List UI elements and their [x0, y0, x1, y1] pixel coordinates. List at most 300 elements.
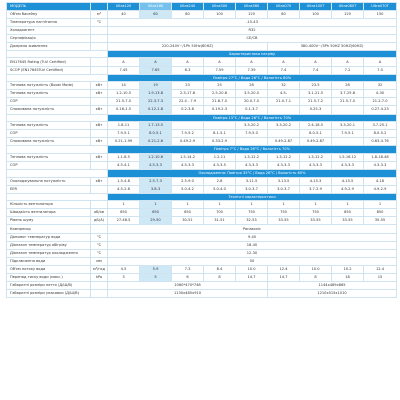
spec-unit: кВт	[91, 138, 108, 146]
spec-value: 29-50	[140, 217, 172, 225]
spec-unit	[91, 42, 108, 50]
spec-value: 4.5-2.8	[108, 185, 140, 193]
spec-value: A	[172, 58, 204, 66]
spec-value: 850	[364, 209, 397, 217]
spec-unit: °С	[91, 241, 108, 249]
spec-value: 32	[268, 82, 300, 90]
spec-row	[7, 66, 397, 74]
spec-value: 8.0-5.2	[364, 130, 397, 138]
spec-span-value: 1144x489x865	[268, 282, 397, 290]
spec-value: 35-55	[364, 217, 397, 225]
spec-value: 20.0-7.0	[236, 98, 268, 106]
spec-label: Джерело живлення	[7, 42, 91, 50]
spec-value: 3.8-3	[140, 185, 172, 193]
spec-value: 15	[364, 274, 397, 282]
spec-value: 10.0	[236, 265, 268, 273]
spec-unit: кВт	[91, 122, 108, 130]
spec-value: 4.5-3.3	[140, 161, 172, 169]
spec-value: 1.3-12.2	[236, 153, 268, 161]
spec-unit: об/хв	[91, 209, 108, 217]
spec-value: 22.3-7.3	[140, 98, 172, 106]
spec-unit	[91, 34, 108, 42]
spec-value: 7.59	[204, 66, 236, 74]
spec-unit: кВт	[91, 177, 108, 185]
spec-unit: дБ(А)	[91, 217, 108, 225]
spec-value: 31-51	[204, 217, 236, 225]
spec-row	[7, 233, 397, 241]
spec-value: 33-55	[332, 217, 364, 225]
spec-table	[6, 2, 397, 298]
spec-value: 1	[140, 201, 172, 209]
spec-value: 19	[140, 82, 172, 90]
spec-unit: кВт	[91, 82, 108, 90]
spec-value: 0.16-1.5	[108, 106, 140, 114]
spec-span-value: -15-43	[108, 18, 397, 26]
spec-span-value: 220-240V~/1Ph 50Hz(60HZ)	[108, 42, 268, 50]
spec-label: Температура нагнітання	[7, 18, 91, 26]
spec-row	[7, 138, 397, 146]
spec-value: 3.7-25.1	[364, 122, 397, 130]
spec-value: 2-8	[204, 177, 236, 185]
spec-span-value: 1130x485x910	[108, 290, 268, 298]
spec-value: 3.3-20.2	[268, 122, 300, 130]
spec-value: 2.5-7.3	[140, 177, 172, 185]
spec-value: 2.4-18.5	[300, 122, 332, 130]
spec-value: 21.0-7.1	[268, 98, 300, 106]
spec-label: EN17645 Rating (TuV Certified)	[7, 58, 91, 66]
spec-unit: кВт	[91, 106, 108, 114]
spec-value: 14.7	[268, 274, 300, 282]
spec-value: 1.9-13.8	[140, 90, 172, 98]
model-name: Ultra240	[172, 3, 204, 11]
spec-label: Теплова потужність	[7, 90, 91, 98]
spec-value: 4.9-2.9	[364, 185, 397, 193]
spec-value	[236, 138, 268, 146]
spec-row	[7, 82, 397, 90]
spec-value: 8	[300, 274, 332, 282]
section-spacer	[7, 170, 108, 178]
spec-label: EER	[7, 185, 91, 193]
spec-label: Об'єм потоку води	[7, 265, 91, 273]
model-name: Ultra300	[204, 3, 236, 11]
spec-row	[7, 265, 397, 273]
spec-value	[204, 122, 236, 130]
spec-value: 0.33-2.9	[204, 138, 236, 146]
spec-value: A	[268, 58, 300, 66]
spec-value: 25	[204, 82, 236, 90]
section-title: Характеристики нагріву	[108, 50, 397, 58]
spec-value	[332, 106, 364, 114]
spec-unit: kPa	[91, 274, 108, 282]
spec-value: 1	[332, 201, 364, 209]
spec-row	[7, 161, 397, 169]
spec-value: 7.4	[268, 66, 300, 74]
spec-value: 1	[108, 201, 140, 209]
spec-value: 3-13.5	[268, 177, 300, 185]
spec-value: 7.9-5.1	[332, 130, 364, 138]
spec-value: 1	[268, 201, 300, 209]
spec-value: 14	[108, 82, 140, 90]
spec-row	[7, 249, 397, 257]
spec-unit: °С	[91, 233, 108, 241]
section-header-row	[7, 50, 397, 58]
spec-value: 4.3-3.5	[204, 161, 236, 169]
spec-value: 23	[172, 82, 204, 90]
spec-value: 33-55	[300, 217, 332, 225]
spec-unit	[91, 130, 108, 138]
spec-value: 3.1-21.5	[300, 90, 332, 98]
spec-value: 4.5-	[268, 90, 300, 98]
spec-value: 33-55	[268, 217, 300, 225]
spec-label: Діапазон температур обігріву	[7, 241, 91, 249]
spec-value: 32	[364, 82, 397, 90]
spec-value: 8.0-5.1	[140, 130, 172, 138]
spec-value: 1	[204, 201, 236, 209]
model-name: Ultra120	[108, 3, 140, 11]
spec-value: 21.5-7.2	[300, 98, 332, 106]
spec-value: 80	[268, 10, 300, 18]
spec-value: 7.2	[332, 66, 364, 74]
spec-label: SCOP (EN17645TuV Certified)	[7, 66, 91, 74]
spec-value: 5.0-4.2	[172, 185, 204, 193]
spec-value: 30-51	[172, 217, 204, 225]
spec-label: Швидкість вентилятора	[7, 209, 91, 217]
spec-span-value: CE/CB	[108, 34, 397, 42]
spec-value: 650	[172, 209, 204, 217]
spec-value: 60	[140, 10, 172, 18]
spec-value: 0.21-2.6	[140, 138, 172, 146]
spec-value: 1	[364, 201, 397, 209]
spec-value: A	[140, 58, 172, 66]
spec-value: A	[300, 58, 332, 66]
spec-value: 8.4	[204, 265, 236, 273]
spec-span-value: 380-400V~/3Ph 50HZ 50HZ(60HZ)	[268, 42, 397, 50]
spec-row	[7, 130, 397, 138]
spec-label: Охолоджувальна потужність	[7, 177, 91, 185]
spec-value	[268, 106, 300, 114]
spec-value: 4.3-3.3	[364, 161, 397, 169]
spec-value: 1.3-12.2	[300, 153, 332, 161]
spec-label: Перепад тиску води (макс.)	[7, 274, 91, 282]
spec-value: 4.5-4.1	[108, 161, 140, 169]
spec-label: Компресор	[7, 225, 91, 233]
spec-row	[7, 282, 397, 290]
spec-value: 8.3	[172, 66, 204, 74]
spec-value: 850	[332, 209, 364, 217]
spec-value: 650	[108, 209, 140, 217]
spec-value: 80	[172, 10, 204, 18]
spec-value: 8	[204, 274, 236, 282]
spec-row	[7, 209, 397, 217]
spec-value: 4.3-3.3	[332, 161, 364, 169]
spec-span-value: 18-40	[108, 241, 397, 249]
spec-value: 1	[300, 201, 332, 209]
section-header-row	[7, 146, 397, 154]
spec-value: 5.9	[140, 265, 172, 273]
spec-label: Теплова потужність (Boost Mode)	[7, 82, 91, 90]
spec-value: 3.5-20.0	[236, 90, 268, 98]
spec-span-value: Panasonic	[108, 225, 397, 233]
spec-value: 4.3-3.3	[300, 161, 332, 169]
section-title: Охолодження: Повітря 35°С / Вода 28°С / Вологість 60%	[108, 170, 397, 178]
header-model-label: МОДЕЛЬ	[7, 3, 91, 11]
spec-value: 7.65	[140, 66, 172, 74]
model-name: Ultra360	[236, 3, 268, 11]
spec-value: 650	[140, 209, 172, 217]
spec-span-value: R32	[108, 26, 397, 34]
spec-row	[7, 177, 397, 185]
spec-unit: м³/год	[91, 265, 108, 273]
spec-value	[332, 138, 364, 146]
spec-value: 0.49-2.87	[300, 138, 332, 146]
spec-value: 2.5-9.0	[172, 177, 204, 185]
spec-value: 27-48.5	[108, 217, 140, 225]
spec-value: 4.5-3.3	[172, 161, 204, 169]
model-name: Ultra080T	[332, 3, 364, 11]
spec-label: Споживана потужність	[7, 138, 91, 146]
model-name: Ultra070T	[364, 3, 397, 11]
spec-value: 1.5-16.12	[332, 153, 364, 161]
spec-value: 0.25-3	[300, 106, 332, 114]
spec-value: 2.3-17.8	[172, 90, 204, 98]
spec-value: 1.2-10.5	[108, 90, 140, 98]
section-spacer	[7, 193, 108, 201]
spec-unit	[91, 58, 108, 66]
spec-value: 6	[172, 274, 204, 282]
spec-value: 4.5	[108, 265, 140, 273]
spec-value: 750	[236, 209, 268, 217]
spec-value: 7.9-5.2	[172, 130, 204, 138]
spec-value: 4.3-3.3	[236, 161, 268, 169]
section-header-row	[7, 74, 397, 82]
model-name: Ultra070	[268, 3, 300, 11]
spec-unit: кВт	[91, 90, 108, 98]
spec-row	[7, 26, 397, 34]
spec-value: 7.0	[364, 66, 397, 74]
spec-label: Споживана потужність	[7, 106, 91, 114]
spec-value: 1.1-8.5	[108, 153, 140, 161]
spec-row	[7, 10, 397, 18]
spec-value: 8.1-5.1	[204, 130, 236, 138]
spec-value: 1.5-14.2	[172, 153, 204, 161]
spec-label: Теплова потужність	[7, 122, 91, 130]
spec-unit: °С	[91, 249, 108, 257]
spec-value: 4.3-3.3	[268, 161, 300, 169]
spec-row	[7, 122, 397, 130]
spec-unit	[91, 98, 108, 106]
spec-unit	[91, 185, 108, 193]
section-header-row	[7, 170, 397, 178]
spec-span-value: 12-30	[108, 249, 397, 257]
spec-value: 0.12-1.8	[140, 106, 172, 114]
spec-row	[7, 201, 397, 209]
spec-row	[7, 217, 397, 225]
spec-value	[172, 122, 204, 130]
spec-row	[7, 106, 397, 114]
spec-value: 21.5-7.0	[108, 98, 140, 106]
spec-value: 3.3-20.1	[332, 122, 364, 130]
spec-row	[7, 257, 397, 265]
spec-value: 3.0-3.7	[268, 185, 300, 193]
spec-value: 7.9-5.1	[108, 130, 140, 138]
spec-unit	[91, 66, 108, 74]
spec-label: COP	[7, 130, 91, 138]
spec-label: COP	[7, 161, 91, 169]
spec-span-value: 1060*470*748	[108, 282, 268, 290]
spec-value: 1.5-4.8	[108, 177, 140, 185]
section-spacer	[7, 50, 108, 58]
spec-row	[7, 18, 397, 26]
spec-value: 5	[140, 274, 172, 282]
spec-label: Кількість вентилятора	[7, 201, 91, 209]
spec-value: 1.8-18.48	[364, 153, 397, 161]
spec-unit	[91, 282, 108, 290]
spec-value: 0.2-3.8	[172, 106, 204, 114]
spec-value: 1.7-13.5	[140, 122, 172, 130]
spec-unit	[91, 161, 108, 169]
spec-value: 4-15.3	[300, 177, 332, 185]
spec-value: 14.7	[236, 274, 268, 282]
spec-span-value: 50	[108, 257, 397, 265]
spec-value: 21.5-7.0	[332, 98, 364, 106]
spec-value	[268, 130, 300, 138]
spec-value: 750	[300, 209, 332, 217]
spec-value: 23.5	[300, 82, 332, 90]
spec-unit	[91, 26, 108, 34]
spec-value: 10.2	[332, 265, 364, 273]
header-row	[7, 3, 397, 11]
spec-value: 21.2-7.0	[364, 98, 397, 106]
spec-value: A	[204, 58, 236, 66]
spec-row	[7, 42, 397, 50]
spec-value: A	[332, 58, 364, 66]
spec-label: COP	[7, 98, 91, 106]
spec-unit	[91, 201, 108, 209]
spec-value: 750	[268, 209, 300, 217]
spec-unit: °С	[91, 18, 108, 26]
spec-value: 1	[236, 201, 268, 209]
spec-label: Підключення води	[7, 257, 91, 265]
spec-value: 0.49-2.87	[268, 138, 300, 146]
spec-value: 700	[204, 209, 236, 217]
spec-label: Теплова потужність	[7, 153, 91, 161]
spec-row	[7, 153, 397, 161]
spec-value: 12.4	[268, 265, 300, 273]
spec-unit	[91, 225, 108, 233]
spec-value: 3.7-2.9	[300, 185, 332, 193]
section-header-row	[7, 114, 397, 122]
spec-value: 7.45	[108, 66, 140, 74]
spec-span-value: 1210x515x1010	[268, 290, 397, 298]
spec-value: 12.4	[364, 265, 397, 273]
spec-value: A	[364, 58, 397, 66]
spec-value: 0.19-2.3	[204, 106, 236, 114]
spec-value: 1.2-11	[204, 153, 236, 161]
spec-value: 3.3-20.2	[236, 122, 268, 130]
spec-value: 0.49-2.9	[172, 138, 204, 146]
section-title: Повітря 27°С / Вода 26°С / Вологість 80%	[108, 74, 397, 82]
spec-value: 7.39	[236, 66, 268, 74]
spec-value: 1	[172, 201, 204, 209]
spec-value: 1.2-10.6	[140, 153, 172, 161]
spec-label: Габаритні розміри упаковки (Д/Ш/В)	[7, 290, 91, 298]
spec-value: 3-11.5	[236, 177, 268, 185]
spec-value: 7.9-5.0	[236, 130, 268, 138]
header-unit	[91, 3, 108, 11]
spec-value: 120	[236, 10, 268, 18]
spec-value: 3.7-25.8	[332, 90, 364, 98]
spec-row	[7, 34, 397, 42]
spec-label: Сертифікація	[7, 34, 91, 42]
spec-value: 3.0-3.7	[236, 185, 268, 193]
spec-unit	[91, 290, 108, 298]
section-spacer	[7, 74, 108, 82]
spec-value: 0.27-4.23	[364, 106, 397, 114]
section-spacer	[7, 146, 108, 154]
section-header-row	[7, 193, 397, 201]
spec-label: Об'єм басейну	[7, 10, 91, 18]
spec-label: Холодоагент	[7, 26, 91, 34]
spec-span-value: 9-40	[108, 233, 397, 241]
spec-value: 0.63-4.76	[364, 138, 397, 146]
spec-value: 28	[332, 82, 364, 90]
spec-unit: кВт	[91, 153, 108, 161]
spec-value: 21.8-7.0	[204, 98, 236, 106]
spec-value: 100	[204, 10, 236, 18]
model-name: Ultra180	[140, 3, 172, 11]
spec-label: Допомог температур води	[7, 233, 91, 241]
spec-value: 120	[332, 10, 364, 18]
spec-value: 4-15.5	[332, 177, 364, 185]
spec-value: 4.9-2.9	[332, 185, 364, 193]
spec-value: 0.21-1.99	[108, 138, 140, 146]
spec-value: 18	[332, 274, 364, 282]
spec-value: 4-18	[364, 177, 397, 185]
spec-value: 2.5-20.8	[204, 90, 236, 98]
spec-value: 22.4 - 7.9	[172, 98, 204, 106]
section-title: Повітря 15°С / Вода 26°С / Вологість 70%	[108, 114, 397, 122]
spec-row	[7, 274, 397, 282]
section-title: Повітря 7°С / Вода 26°С / Вологість 70%	[108, 146, 397, 154]
spec-value: 40	[108, 10, 140, 18]
spec-value: 100	[300, 10, 332, 18]
spec-value: 4-30	[364, 90, 397, 98]
spec-value: A	[236, 58, 268, 66]
section-spacer	[7, 114, 108, 122]
spec-value: 28	[236, 82, 268, 90]
model-name: Ultra100T	[300, 3, 332, 11]
spec-row	[7, 90, 397, 98]
spec-value: 10.0	[300, 265, 332, 273]
spec-row	[7, 225, 397, 233]
spec-value: 150	[364, 10, 397, 18]
spec-unit: мм	[91, 257, 108, 265]
spec-row	[7, 241, 397, 249]
spec-row	[7, 290, 397, 298]
spec-label: Габаритні розміри нетто (Д/Ш/В)	[7, 282, 91, 290]
spec-unit: м³	[91, 10, 108, 18]
spec-value: 5.0-4.0	[204, 185, 236, 193]
spec-value: 7.3	[172, 265, 204, 273]
spec-value: 1.3-12.2	[268, 153, 300, 161]
spec-row	[7, 185, 397, 193]
spec-value: A	[108, 58, 140, 66]
spec-value: 8.0-5.1	[300, 130, 332, 138]
spec-label: Діапазон температур охолодження	[7, 249, 91, 257]
spec-value: 7.4	[300, 66, 332, 74]
spec-row	[7, 98, 397, 106]
spec-value: 0.1-3.7	[236, 106, 268, 114]
